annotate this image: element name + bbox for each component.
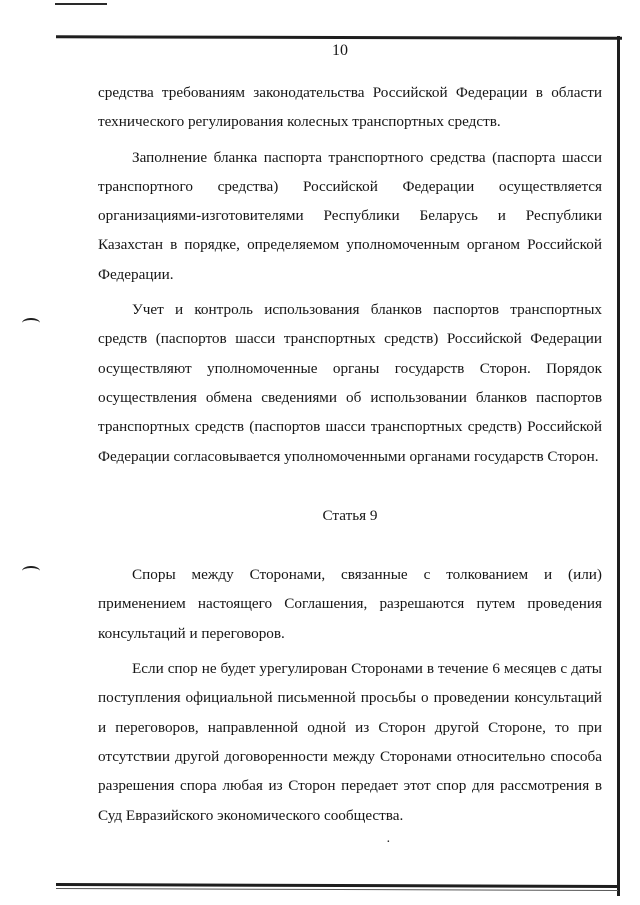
page-border-bottom: [56, 883, 618, 888]
paragraph: средства требованиям законодательства Российской Федерации в области технического регулирования колесных транспортных средств.: [98, 84, 602, 131]
binding-hole-mark: [22, 566, 40, 576]
article-paragraph: Если спор не будет урегулирован Сторонами в течение 6 месяцев с даты поступления официальной письменной просьбы о проведении консультаций и переговоров, направленной одной из Сторон другой Стороне, то при отсутствии другой договоренности между Сторонами относительно способа разрешения спора любая из Сторон передает этот спор для рассмотрения в Суд Евразийского экономического сообщества.: [98, 660, 602, 824]
paragraph: Учет и контроль использования бланков паспортов транспортных средств (паспортов шасси транспортных средств) Российской Федерации осуществляют уполномоченные органы государств Сторон. Порядок осуществления обмена сведениями об использовании бланков паспортов транспортных средств (паспортов шасси транспортных средств) Российской Федерации согласовывается уполномоченными органами государств Сторон.: [98, 301, 602, 465]
page-border-bottom-shadow: [56, 888, 618, 891]
binding-hole-mark: [22, 318, 40, 328]
article-paragraph: Споры между Сторонами, связанные с толкованием и (или) применением настоящего Соглашения, разрешаются путем проведения консультаций и переговоров.: [98, 566, 602, 642]
ink-speck: ·: [386, 835, 391, 850]
article-heading: Статья 9: [322, 506, 378, 524]
document-body: [98, 78, 602, 830]
paragraph: Заполнение бланка паспорта транспортного средства (паспорта шасси транспортного средства) Российской Федерации осуществляется организациями-изготовителями Республики Беларусь и Республики Казахстан в порядке, определяемом уполномоченным органом Российской Федерации.: [98, 148, 602, 283]
scan-artifact-line: [55, 3, 107, 5]
page-border-right: [617, 36, 620, 896]
page-number: 10: [332, 42, 348, 59]
page-border-top: [56, 35, 622, 39]
